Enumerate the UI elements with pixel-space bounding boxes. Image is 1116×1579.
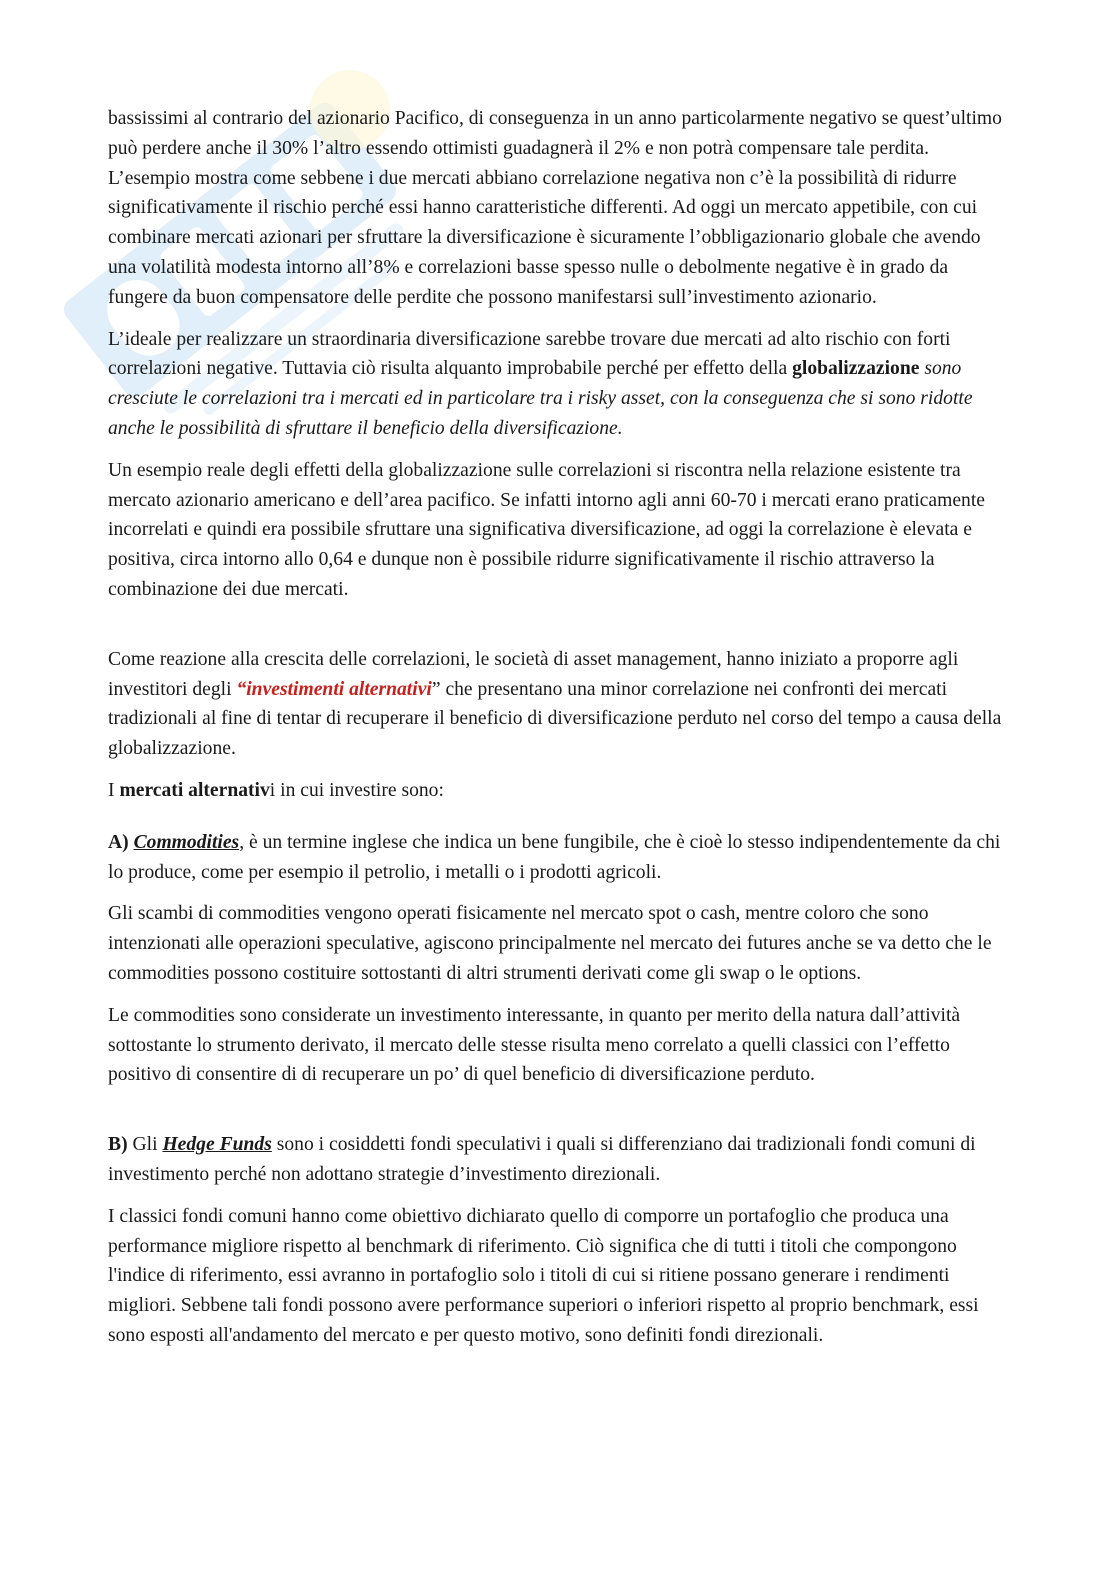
section-a-commodities: A) Commodities, è un termine inglese che indica un bene fungibile, che è cioè lo stesso indipendentemente da chi lo produce, come per esempio il petrolio, i metalli o i prodotti agricoli. (108, 831, 1001, 883)
term-globalizzazione: globalizzazione (792, 358, 920, 380)
paragraph-3: Un esempio reale degli effetti della globalizzazione sulle correlazioni si riscontra nella relazione esistente tra mercato azionario americano e dell’area pacifico. Se infatti intorno agli anni 60-70 i mercati erano praticamente incorrelati e quindi era possibile sfruttare una significativa diversificazione, ad oggi la correlazione è elevata e positiva, circa intorno allo 0,64 e dunque non è possibile ridurre significativamente il rischio attraverso la combinazione dei due mercati. (108, 459, 985, 600)
paragraph-5: I mercati alternativi in cui investire sono: (108, 779, 444, 801)
document-page (108, 104, 1008, 1351)
paragraph-2: L’ideale per realizzare un straordinaria diversificazione sarebbe trovare due mercati ad alto rischio con forti correlazioni negative. Tuttavia ciò risulta alquanto improbabile perché per effetto della globalizzazione sono cresciute le correlazioni tra i mercati ed in particolare tra i risky asset, con la conseguenza che si sono ridotte anche le possibilità di sfruttare il beneficio della diversificazione. (108, 328, 973, 439)
section-b-hedge-funds: B) Gli Hedge Funds sono i cosiddetti fondi speculativi i quali si differenziano dai tradizionali fondi comuni di investimento perché non adottano strategie d’investimento direzionali. (108, 1134, 976, 1185)
paragraph-8: Le commodities sono considerate un investimento interessante, in quanto per merito della natura dall’attività sottostante lo strumento derivato, il mercato delle stesse risulta meno correlato a quelli classici con l’effetto positivo di consentire di di recuperare un po’ di quel beneficio di diversificazione perduto. (108, 1004, 961, 1086)
paragraph-10: I classici fondi comuni hanno come obiettivo dichiarato quello di comporre un portafoglio che produca una performance migliore rispetto al benchmark di riferimento. Ciò significa che di tutti i titoli che compongono l'indice di riferimento, essi avranno in portafoglio solo i titoli di cui si ritiene possano generare i rendimenti migliori. Sebbene tali fondi possono avere performance superiori o inferiori rispetto al proprio benchmark, essi sono esposti all'andamento del mercato e per questo motivo, sono definiti fondi direzionali. (108, 1205, 979, 1346)
term-commodities: Commodities (133, 831, 240, 853)
term-investimenti-alternativi: “investimenti alternativi (236, 678, 432, 700)
section-b-label: B) (108, 1134, 128, 1156)
term-hedge-funds: Hedge Funds (162, 1134, 272, 1156)
term-mercati-alternativi: mercati alternativ (119, 779, 270, 801)
paragraph-4: Come reazione alla crescita delle correlazioni, le società di asset management, hanno iniziato a proporre agli investitori degli “investimenti alternativi” che presentano una minor correlazione nei confronti dei mercati tradizionali al fine di tentar di recuperare il beneficio di diversificazione perduto nel corso del tempo a causa della globalizzazione. (108, 648, 1002, 760)
paragraph-1: bassissimi al contrario del azionario Pacifico, di conseguenza in un anno particolarmente negativo se quest’ultimo può perdere anche il 30% l’altro essendo ottimisti guadagnerà il 2% e non potrà compensare tale perdita. L’esempio mostra come sebbene i due mercati abbiano correlazione negativa non c’è la possibilità di ridurre significativamente il rischio perché essi hanno caratteristiche differenti. Ad oggi un mercato appetibile, con cui combinare mercati azionari per sfruttare la diversificazione è sicuramente l’obbligazionario globale che avendo una volatilità modesta intorno all’8% e correlazioni basse spesso nulle o debolmente negative è in grado da fungere da buon compensatore delle perdite che possono manifestarsi sull’investimento azionario. (108, 108, 1002, 308)
section-a-label: A) (108, 831, 134, 853)
paragraph-7: Gli scambi di commodities vengono operati fisicamente nel mercato spot o cash, mentre coloro che sono intenzionati alle operazioni speculative, agiscono principalmente nel mercato dei futures anche se va detto che le commodities possono costituire sottostanti di altri strumenti derivati come gli swap o le options. (108, 903, 992, 984)
